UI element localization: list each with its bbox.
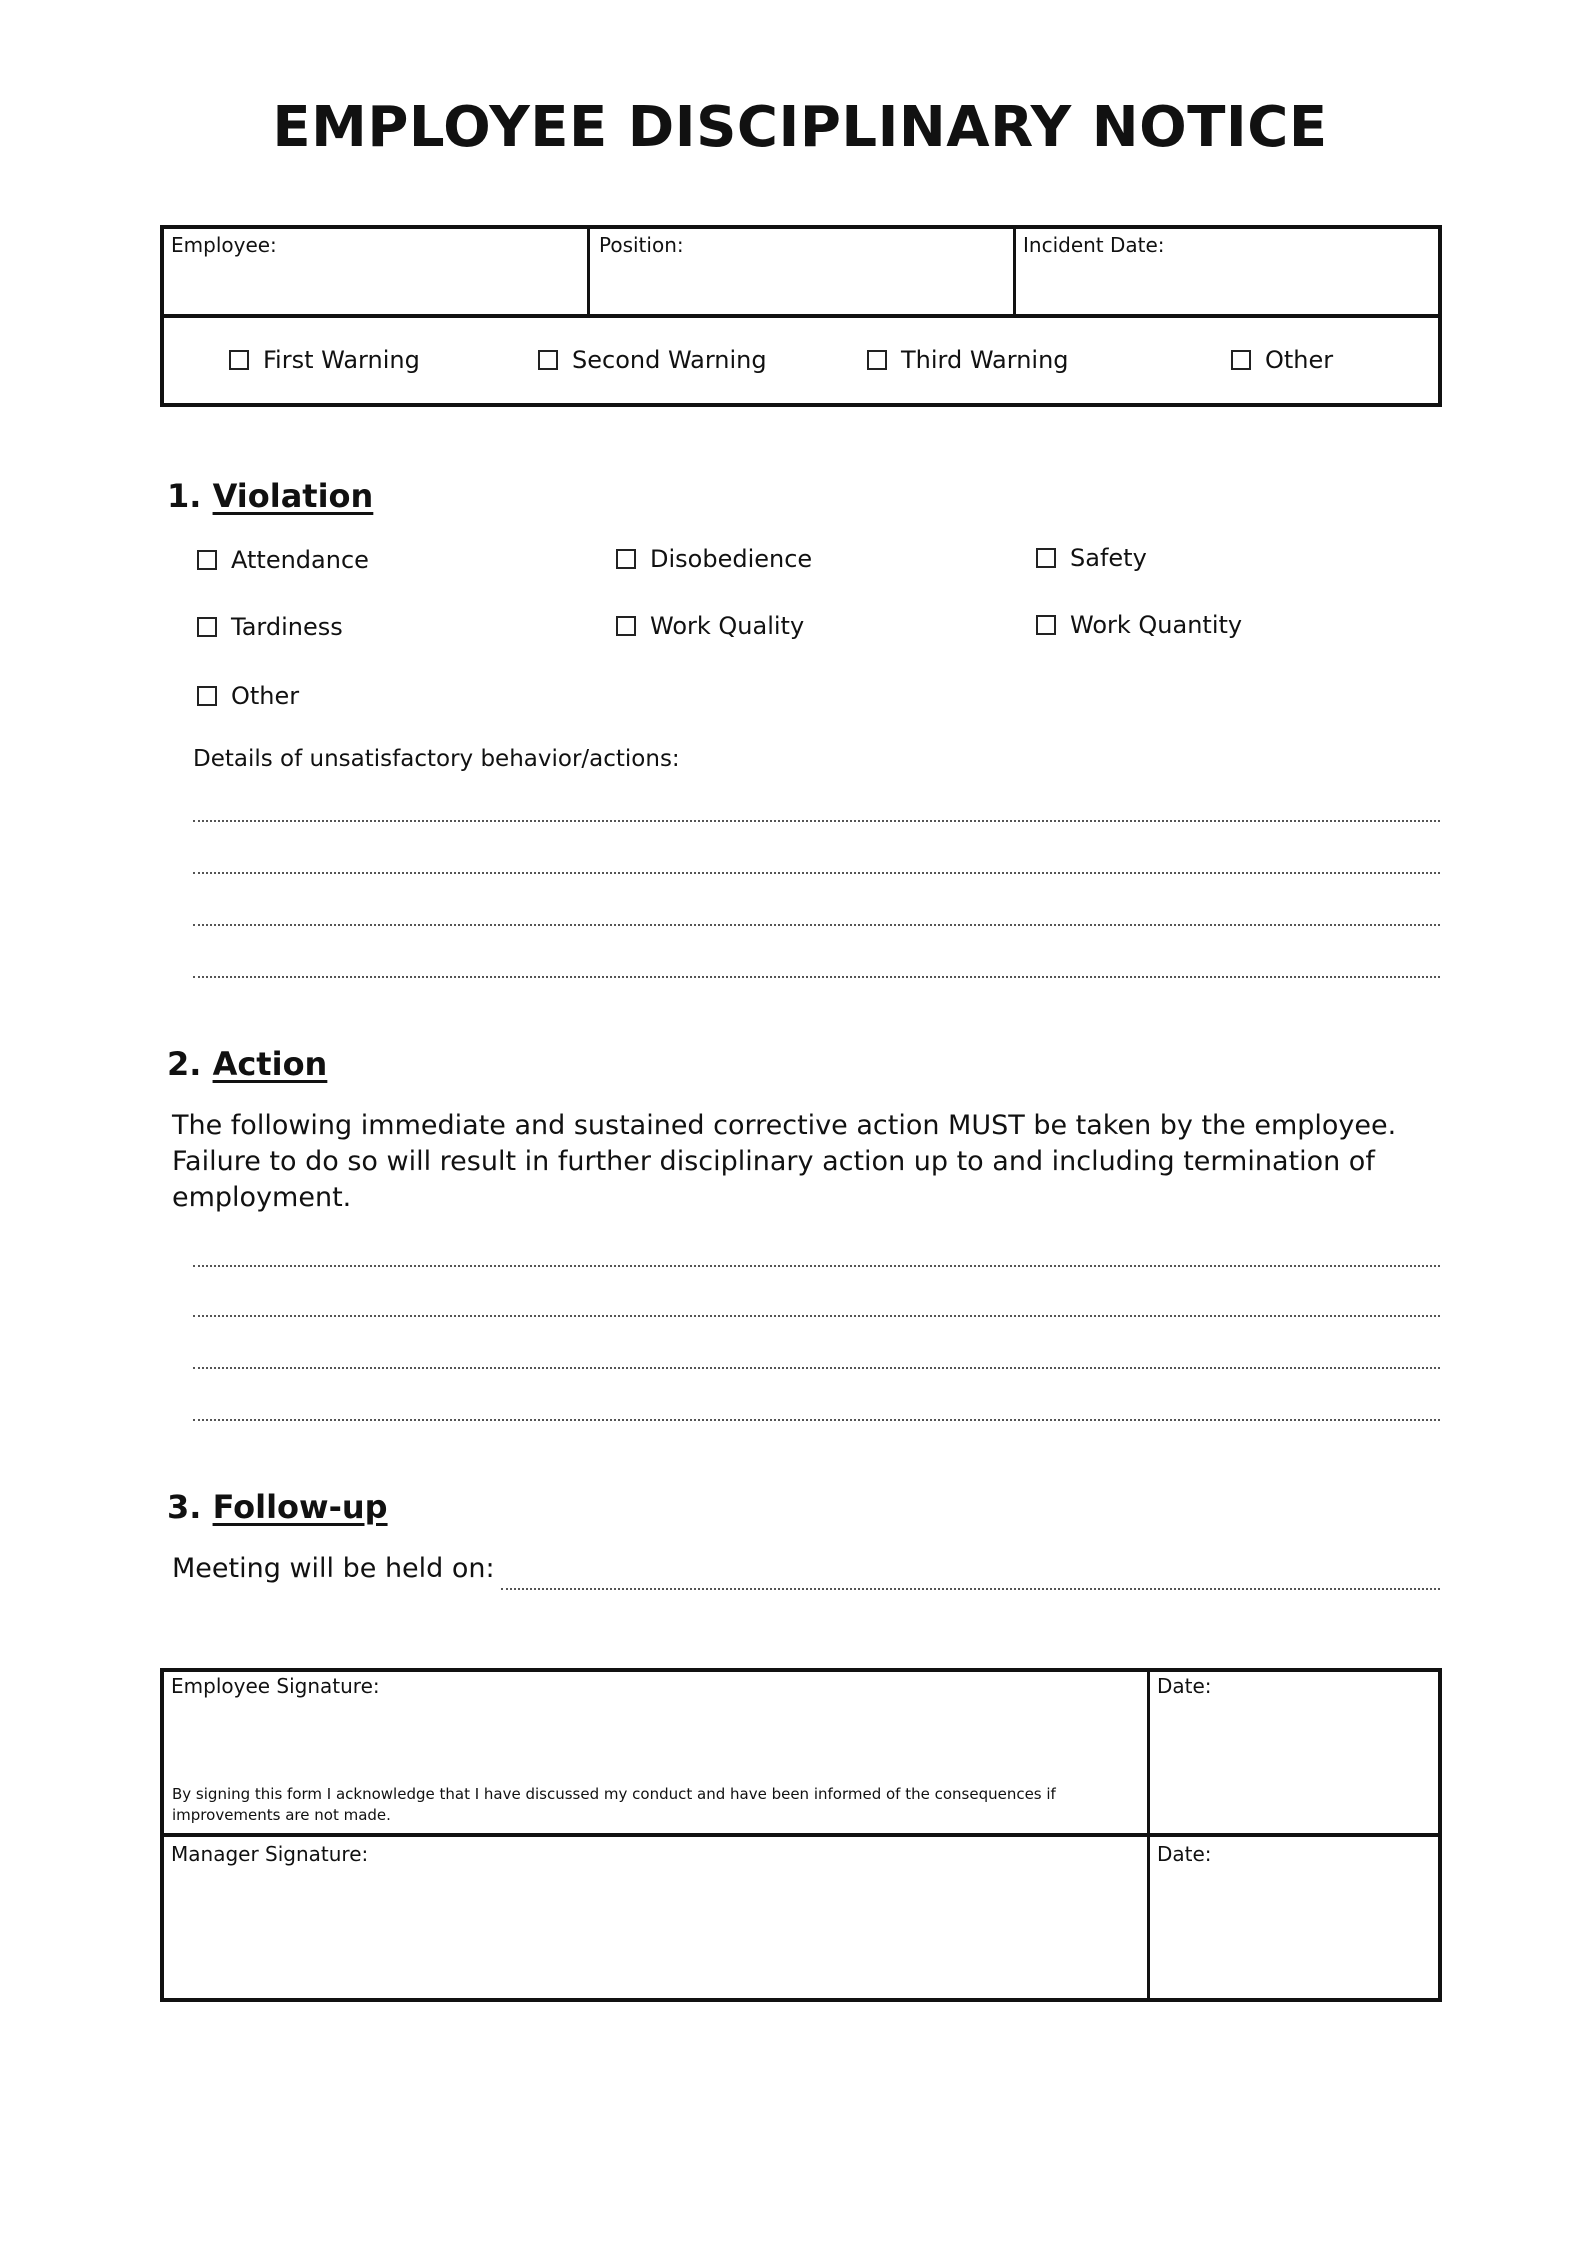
employee-date-field[interactable]: Date: — [1157, 1674, 1212, 1698]
safety-checkbox[interactable] — [1036, 544, 1147, 572]
section-follow-up-heading: 3. Follow-up — [167, 1488, 388, 1526]
divider — [587, 225, 590, 315]
divider — [160, 1833, 1442, 1837]
second-warning-checkbox[interactable] — [538, 346, 767, 374]
other-warning-checkbox[interactable] — [1231, 346, 1333, 374]
checkbox-label: Other — [231, 682, 300, 710]
checkbox-label: Work Quality — [650, 612, 805, 640]
tardiness-checkbox[interactable] — [197, 613, 343, 641]
checkbox-label: Safety — [1070, 544, 1147, 572]
meeting-label: Meeting will be held on: — [172, 1553, 495, 1584]
acknowledgement-text: By signing this form I acknowledge that I have discussed my conduct and have been informed of the consequences if improvements are not made. — [172, 1785, 1056, 1824]
details-line[interactable] — [193, 872, 1440, 874]
details-line[interactable] — [193, 924, 1440, 926]
meeting-date-line[interactable] — [501, 1588, 1440, 1590]
checkbox-icon — [616, 616, 636, 636]
work-quality-checkbox[interactable] — [616, 612, 804, 640]
details-line[interactable] — [193, 976, 1440, 978]
checkbox-icon — [616, 549, 636, 569]
employee-field[interactable]: Employee: — [171, 233, 277, 257]
checkbox-label: Work Quantity — [1070, 611, 1243, 639]
action-description: The following immediate and sustained corrective action MUST be taken by the employee. Failure to do so will result in further disciplinary action up to and including termination of employment. — [172, 1110, 1397, 1213]
action-line[interactable] — [193, 1265, 1440, 1267]
checkbox-label: Disobedience — [650, 545, 813, 573]
checkbox-icon — [1036, 615, 1056, 635]
disobedience-checkbox[interactable] — [616, 545, 812, 573]
section-violation-heading: 1. Violation — [167, 477, 374, 515]
checkbox-label: Third Warning — [901, 346, 1069, 374]
checkbox-icon — [1231, 350, 1251, 370]
divider — [1147, 1668, 1150, 2002]
first-warning-checkbox[interactable] — [229, 346, 420, 374]
checkbox-label: Tardiness — [231, 613, 343, 641]
details-label: Details of unsatisfactory behavior/actions: — [193, 746, 680, 772]
employee-signature-field[interactable]: Employee Signature: — [171, 1674, 380, 1698]
checkbox-label: Second Warning — [572, 346, 767, 374]
checkbox-icon — [538, 350, 558, 370]
third-warning-checkbox[interactable] — [867, 346, 1069, 374]
incident-date-field[interactable]: Incident Date: — [1023, 233, 1165, 257]
action-line[interactable] — [193, 1367, 1440, 1369]
checkbox-label: Attendance — [231, 546, 369, 574]
work-quantity-checkbox[interactable] — [1036, 611, 1242, 639]
page-title: EMPLOYEE DISCIPLINARY NOTICE — [272, 95, 1328, 160]
action-line[interactable] — [193, 1419, 1440, 1421]
manager-signature-field[interactable]: Manager Signature: — [171, 1842, 369, 1866]
other-violation-checkbox[interactable] — [197, 682, 299, 710]
action-line[interactable] — [193, 1315, 1440, 1317]
details-line[interactable] — [193, 820, 1440, 822]
checkbox-icon — [197, 686, 217, 706]
manager-date-field[interactable]: Date: — [1157, 1842, 1212, 1866]
checkbox-icon — [867, 350, 887, 370]
checkbox-icon — [1036, 548, 1056, 568]
position-field[interactable]: Position: — [599, 233, 684, 257]
divider — [160, 314, 1442, 318]
checkbox-label: Other — [1265, 346, 1334, 374]
checkbox-icon — [197, 550, 217, 570]
section-action-heading: 2. Action — [167, 1045, 328, 1083]
checkbox-icon — [197, 617, 217, 637]
attendance-checkbox[interactable] — [197, 546, 369, 574]
checkbox-label: First Warning — [263, 346, 420, 374]
divider — [1013, 225, 1016, 315]
checkbox-icon — [229, 350, 249, 370]
